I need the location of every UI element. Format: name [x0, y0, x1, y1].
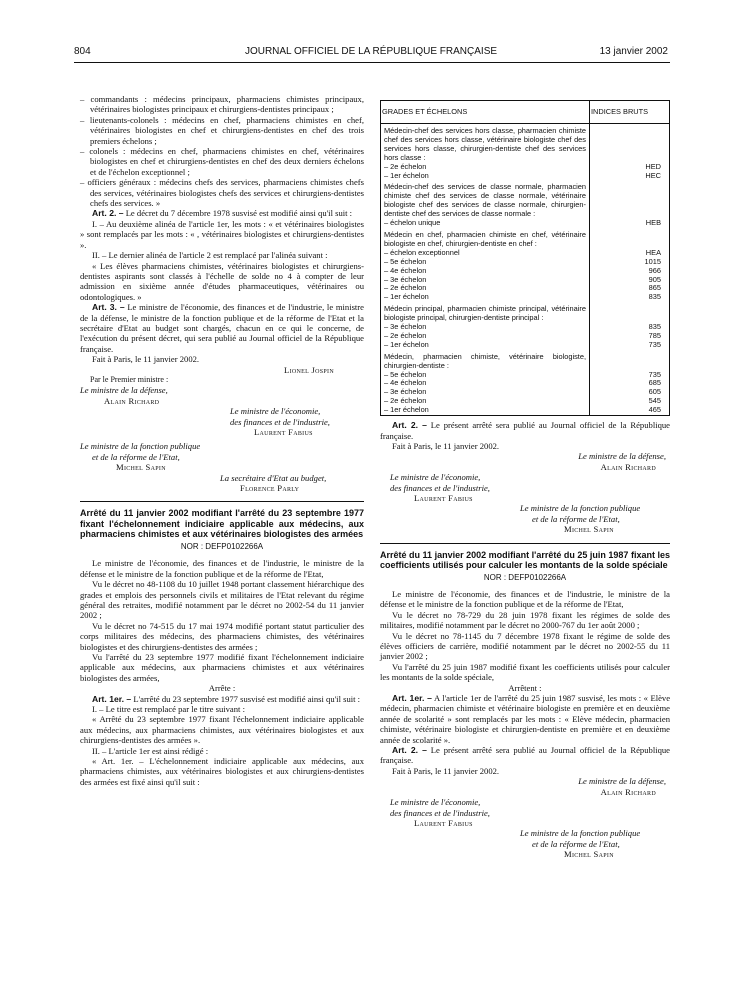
minister-title: Le ministre de la fonction publique	[520, 503, 641, 514]
index-value: 835	[648, 292, 661, 302]
table-header: GRADES ET ÉCHELONS	[381, 101, 590, 124]
index-value: 465	[648, 405, 661, 415]
table-row	[381, 302, 670, 350]
signatory: Alain Richard	[600, 461, 656, 472]
minister-title: et de la réforme de l'Etat,	[532, 513, 620, 524]
section-divider	[380, 543, 670, 544]
index-value: 835	[648, 322, 661, 332]
index-value: 1015	[644, 256, 661, 266]
minister-title: Le ministre de la défense,	[578, 451, 666, 462]
left-column	[80, 94, 364, 787]
minister-title: Le ministre de la défense,	[578, 776, 666, 787]
index-value: 785	[648, 330, 661, 340]
paragraph: Le ministre de l'économie, des finances et de l'industrie, le ministre de la défense et le ministre de la fonction publique et de la réforme de l'Etat,	[80, 558, 364, 579]
table-row	[381, 350, 670, 416]
index-cell	[590, 124, 670, 181]
index-value: HEC	[645, 171, 661, 181]
section-divider	[80, 501, 364, 502]
echelon-label: – 1er échelon	[384, 292, 429, 302]
grade-group-title: Médecin-chef des services de classe normale, pharmacien chimiste chef des services de classe normale, vétérinaire biologiste chef des services de classe normale, chirurgien-dentiste chef des services de classe normale :	[384, 182, 586, 219]
paragraph: Vu l'arrêté du 25 juin 1987 modifié fixant les coefficients utilisés pour calculer les montants de la solde spéciale,	[380, 661, 670, 683]
article-label: Art. 2. –	[392, 420, 427, 431]
paragraph: Le présent arrêté sera publié au Journal officiel de la République française.	[380, 420, 670, 441]
echelon-label: – 4e échelon	[384, 265, 427, 275]
minister-title: Le ministre de la défense,	[80, 385, 168, 396]
page-header	[74, 46, 668, 60]
paragraph: Le présent arrêté sera publié au Journal officiel de la République française.	[380, 745, 670, 766]
list-item: – colonels : médecins en chef, pharmaciens chimistes en chef, vétérinaires biologistes en chef et chirurgiens-dentistes en chef des deux derniers échelons et de l'échelon exceptionnel ;	[80, 146, 364, 177]
index-value: 905	[648, 274, 661, 284]
grade-cell	[381, 228, 590, 302]
paragraph: I. – Le titre est remplacé par le titre suivant :	[92, 704, 245, 715]
paragraph: I. – Au deuxième alinéa de l'article 1er, les mots : « et vétérinaires biologistes » sont remplacés par les mots : « , vétérinaires biologistes et chirurgiens-dentistes ».	[80, 218, 364, 250]
issue-date: 13 janvier 2002	[599, 46, 668, 57]
echelon-label: – 3e échelon	[384, 322, 427, 332]
grade-cell	[381, 302, 590, 350]
paragraph: « Les élèves pharmaciens chimistes, vétérinaires biologistes et chirurgiens-dentistes aspirants sont classés à l'échelle de solde no 4 à compter de leur admission en sixième année d'études pharmaceutiques, vétérinaires ou odontologiques. »	[80, 260, 364, 302]
minister-title: et de la réforme de l'Etat,	[92, 451, 180, 462]
signatory: Alain Richard	[104, 395, 160, 406]
signatory: Michel Sapin	[564, 524, 614, 535]
signatory: Michel Sapin	[116, 462, 166, 473]
paragraph: Vu le décret no 48-1108 du 10 juillet 1948 portant classement hiérarchique des grades et emplois des personnels civils et militaires de l'Etat relevant du régime général des retraites, modifié notamment par le décret no 2002-54 du 11 janvier 2002 ;	[80, 579, 364, 621]
grade-group-title: Médecin, pharmacien chimiste, vétérinaire biologiste, chirurgien-dentiste :	[384, 351, 586, 370]
signature-date: Fait à Paris, le 11 janvier 2002.	[92, 354, 200, 365]
echelon-label: – échelon unique	[384, 218, 441, 228]
paragraph: Vu l'arrêté du 23 septembre 1977 modifié fixant l'échelonnement indiciaire applicable aux médecins, aux pharmaciens chimistes et aux vétérinaires biologistes des armées,	[80, 652, 364, 683]
grade-group-title: Médecin principal, pharmacien chimiste principal, vétérinaire biologiste principal, chirurgien-dentiste principal :	[384, 304, 586, 323]
minister-title: et de la réforme de l'Etat,	[532, 838, 620, 849]
echelon-label: – 3e échelon	[384, 387, 427, 397]
grade-cell	[381, 124, 590, 181]
table-row	[381, 180, 670, 228]
salary-index-table	[380, 100, 670, 416]
signature-line: Par le Premier ministre :	[90, 374, 169, 384]
index-value: 685	[648, 378, 661, 388]
paragraph: Vu le décret no 74-515 du 17 mai 1974 modifié portant statut particulier des corps militaires des médecins, des pharmaciens chimistes, des vétérinaires biologistes et des chirurgiens-dentistes des armées ;	[80, 620, 364, 652]
grade-cell	[381, 180, 590, 228]
index-value: 605	[648, 387, 661, 397]
signature-date: Fait à Paris, le 11 janvier 2002.	[392, 440, 500, 451]
arrete-title: Arrêté du 11 janvier 2002 modifiant l'arrêté du 25 juin 1987 fixant les coefficients utilisés pour calculer les montants de la solde spéciale	[380, 549, 670, 571]
index-cell	[590, 302, 670, 350]
article-label: Art. 1er. –	[92, 693, 132, 704]
echelon-label: – 2e échelon	[384, 396, 427, 406]
echelon-label: – 1er échelon	[384, 405, 429, 415]
grade-group-title: Médecin en chef, pharmacien chimiste en chef, vétérinaire biologiste en chef, chirurgien-dentiste en chef :	[384, 229, 586, 248]
index-cell	[590, 228, 670, 302]
paragraph: A l'article 1er de l'arrêté du 25 juin 1987 susvisé, les mots : « Elève médecin, pharmacien chimiste et vétérinaire biologiste en première et en deuxième année de scolarité » sont remplacés par les mots : « Elève médecin, pharmacien chimiste, vétérinaire biologiste et chirurgien-dentiste en première et en deuxième année de scolarité ».	[380, 693, 671, 745]
minister-title: des finances et de l'industrie,	[230, 416, 330, 427]
index-value: 545	[648, 396, 661, 406]
list-item: – officiers généraux : médecins chefs des services, pharmaciens chimistes chefs des services, vétérinaires biologistes chefs des services et chirurgiens-dentistes chefs des services. »	[80, 177, 364, 209]
index-value: 966	[648, 265, 661, 275]
signatory: Laurent Fabius	[254, 427, 313, 437]
nor-reference: NOR : DEFP0102266A	[180, 541, 264, 551]
minister-title: Le ministre de l'économie,	[390, 797, 481, 808]
journal-title: JOURNAL OFFICIEL DE LA RÉPUBLIQUE FRANÇAISE	[244, 46, 498, 57]
echelon-label: – 2e échelon	[384, 330, 427, 340]
arrete-heading: Arrête :	[208, 683, 236, 694]
index-cell	[590, 350, 670, 416]
minister-title: des finances et de l'industrie,	[390, 807, 490, 818]
index-value: HEB	[645, 218, 661, 228]
paragraph: Le ministre de l'économie, des finances et de l'industrie, le ministre de la défense et le ministre de la fonction publique et de la réforme de l'Etat,	[380, 588, 670, 610]
echelon-label: – 1er échelon	[384, 339, 429, 349]
paragraph: L'arrêté du 23 septembre 1977 susvisé est modifié ainsi qu'il suit :	[133, 693, 361, 704]
echelon-label: – 5e échelon	[384, 256, 427, 266]
minister-title: des finances et de l'industrie,	[390, 482, 490, 493]
echelon-label: – 1er échelon	[384, 170, 429, 180]
index-value: HED	[645, 162, 661, 172]
index-value: HEA	[645, 247, 661, 257]
minister-title: Le ministre de la fonction publique	[80, 441, 201, 452]
minister-title: Le ministre de la fonction publique	[520, 828, 641, 839]
table-row	[381, 228, 670, 302]
signature-date: Fait à Paris, le 11 janvier 2002.	[392, 765, 500, 776]
paragraph: Le ministre de l'économie, des finances et de l'industrie, le ministre de la défense, le ministre de la fonction publique et de la réforme de l'Etat et la secrétaire d'Etat au budget sont chargés, chacun en ce qui le concerne, de l'exécution du présent décret, qui sera publié au Journal officiel de la République française.	[80, 302, 364, 354]
list-item: – lieutenants-colonels : médecins en chef, pharmaciens chimistes en chef, vétérinaires biologistes en chef et chirurgiens-dentistes en chef des trois premiers échelons ;	[80, 114, 364, 146]
echelon-label: – échelon exceptionnel	[384, 247, 460, 257]
arrete-heading: Arrêtent :	[508, 682, 542, 693]
paragraph: « Arrêté du 23 septembre 1977 fixant l'échelonnement indiciaire applicable aux médecins, aux pharmaciens chimistes, aux vétérinaires biologistes et aux chirurgiens-dentistes des armées ».	[80, 714, 364, 746]
signatory: Laurent Fabius	[414, 817, 473, 828]
signatory: Michel Sapin	[564, 849, 614, 860]
article-label: Art. 3. –	[92, 302, 125, 313]
index-value: 735	[648, 339, 661, 349]
echelon-label: – 3e échelon	[384, 274, 427, 284]
echelon-label: – 2e échelon	[384, 161, 427, 171]
index-cell	[590, 180, 670, 228]
paragraph: II. – L'article 1er est ainsi rédigé :	[92, 745, 209, 756]
paragraph: « Art. 1er. – L'échelonnement indiciaire applicable aux médecins, aux pharmaciens chimistes, aux vétérinaires biologistes et aux chirurgiens-dentistes des armées est fixé ainsi qu'il suit :	[80, 756, 364, 787]
page-number: 804	[74, 46, 91, 57]
signatory: Lionel Jospin	[284, 364, 334, 375]
article-label: Art. 1er. –	[392, 693, 432, 704]
signatory: Laurent Fabius	[414, 492, 473, 503]
echelon-label: – 5e échelon	[384, 369, 427, 379]
echelon-label: – 2e échelon	[384, 283, 427, 293]
table-header: INDICES BRUTS	[590, 101, 670, 124]
signatory: Florence Parly	[240, 483, 300, 494]
nor-reference: NOR : DEFP0102266A	[483, 572, 567, 582]
minister-title: La secrétaire d'Etat au budget,	[220, 472, 327, 483]
signatory: Alain Richard	[600, 786, 656, 797]
paragraph: Vu le décret no 78-729 du 28 juin 1978 fixant les régimes de solde des militaires, modifié notamment par le décret no 2000-767 du 1er août 2000 ;	[380, 609, 670, 631]
minister-title: Le ministre de l'économie,	[230, 406, 321, 417]
grade-group-title: Médecin-chef des services hors classe, pharmacien chimiste chef des services hors classe, vétérinaire biologiste chef des services hors classe, chirurgien-dentiste chef des services hors classe :	[384, 126, 586, 162]
table-row	[381, 124, 670, 181]
echelon-label: – 4e échelon	[384, 378, 427, 388]
article-label: Art. 2. –	[92, 208, 124, 219]
article-label: Art. 2. –	[392, 745, 427, 756]
paragraph: II. – Le dernier alinéa de l'article 2 est remplacé par l'alinéa suivant :	[92, 250, 328, 261]
list-item: – commandants : médecins principaux, pharmaciens chimistes principaux, vétérinaires biologistes principaux et chirurgiens-dentistes principaux ;	[80, 94, 364, 115]
header-rule	[74, 62, 670, 63]
minister-title: Le ministre de l'économie,	[390, 472, 481, 483]
paragraph: Le décret du 7 décembre 1978 susvisé est modifié ainsi qu'il suit :	[125, 208, 353, 219]
grade-cell	[381, 350, 590, 416]
paragraph: Vu le décret no 78-1145 du 7 décembre 1978 fixant le régime de solde des élèves officiers de carrière, modifié notamment par le décret no 2002-55 du 11 janvier 2002 ;	[380, 630, 670, 662]
right-column	[380, 100, 670, 860]
index-value: 865	[648, 283, 661, 293]
arrete-title: Arrêté du 11 janvier 2002 modifiant l'arrêté du 23 septembre 1977 fixant l'échelonnement indiciaire applicable aux médecins, aux pharmaciens chimistes et aux vétérinaires biologistes des armées	[80, 508, 364, 540]
index-value: 735	[648, 369, 661, 379]
